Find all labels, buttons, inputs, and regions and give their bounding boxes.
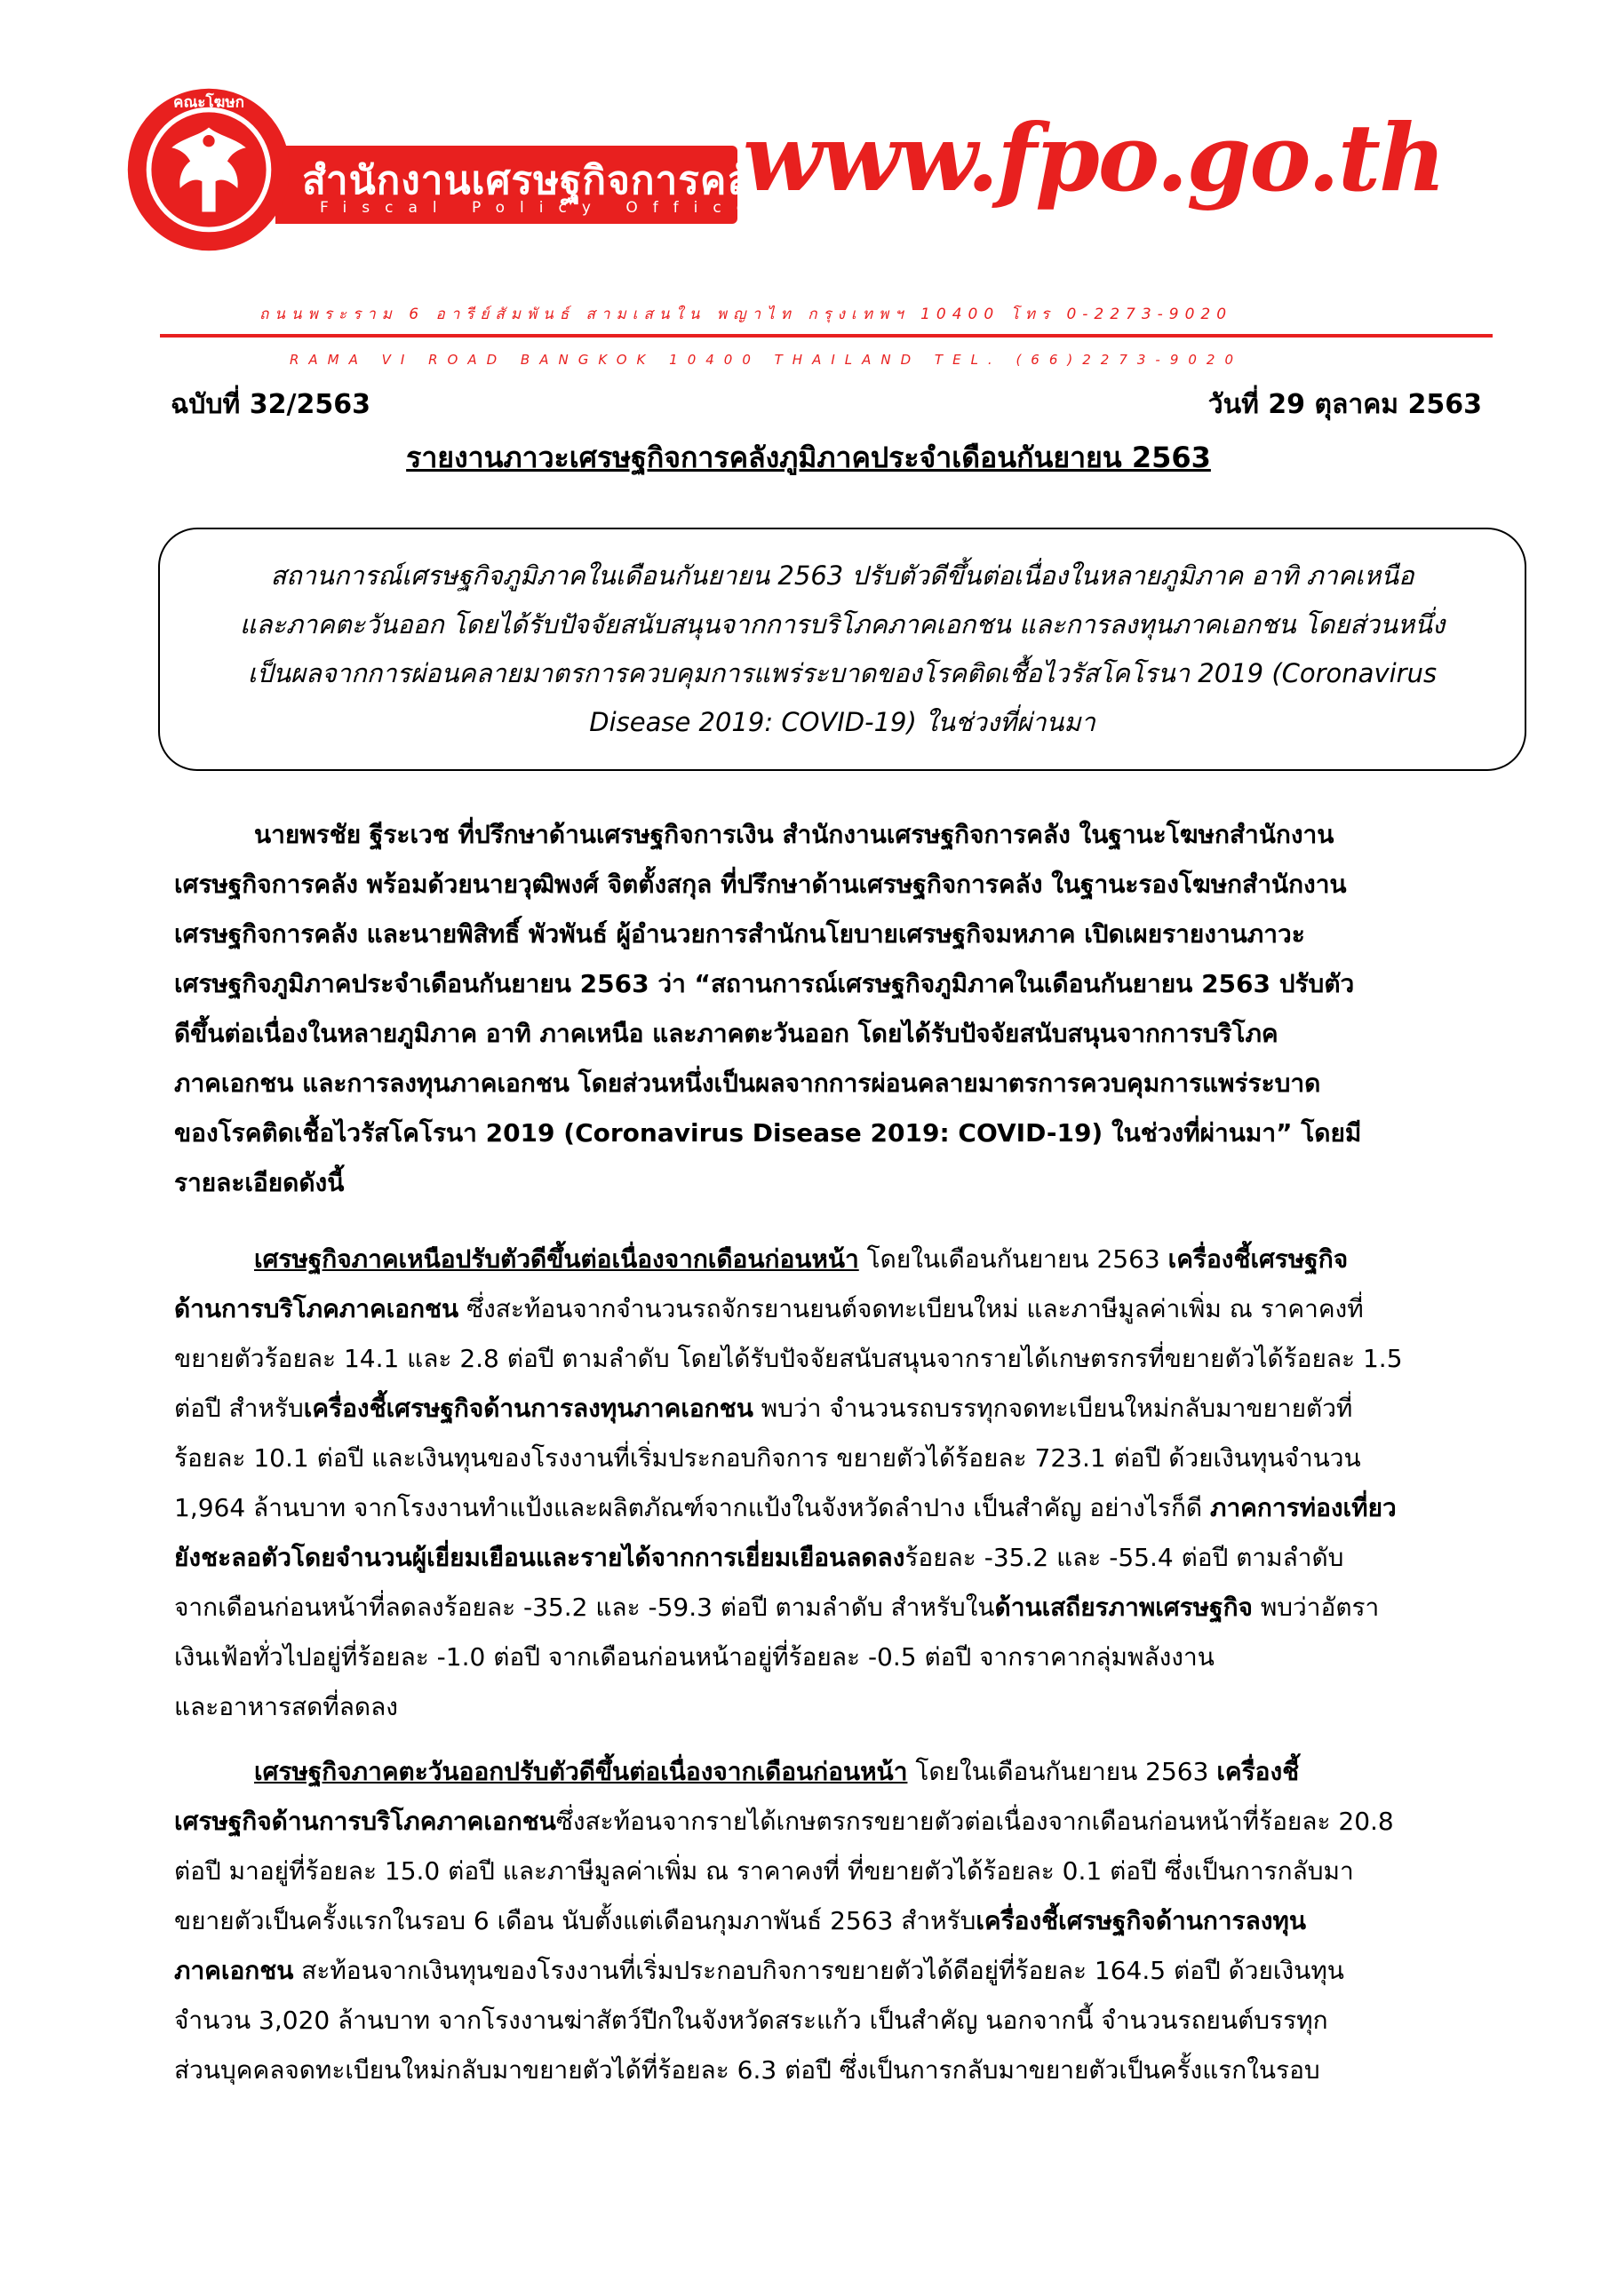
header-divider — [160, 334, 1493, 338]
paragraph-line: ร้อยละ 10.1 ต่อปี และเงินทุนของโรงงานที่เริ่มประกอบกิจการ ขยายตัวได้ร้อยละ 723.1 ต่อปี ด้วยเงินทุนจำนวน — [174, 1443, 1361, 1473]
paragraph-line: และอาหารสดที่ลดลง — [174, 1692, 398, 1721]
bold-run: ภาคเอกชน — [174, 1956, 294, 1985]
east-region-paragraph — [174, 1747, 1489, 2095]
address-english: RAMA VI ROAD BANGKOK 10400 THAILAND TEL. (66)2273-9020 — [290, 352, 1244, 368]
bold-run: เครื่องชี้ — [1216, 1757, 1300, 1786]
paragraph-line — [174, 1533, 1489, 1583]
bold-run: เศรษฐกิจด้านการบริโภคภาคเอกชน — [174, 1807, 556, 1836]
paragraph-line: ดีขึ้นต่อเนื่องในหลายภูมิภาค อาทิ ภาคเหนือ และภาคตะวันออก โดยได้รับปัจจัยสนับสนุนจากการบริโภค — [174, 1019, 1278, 1048]
issue-date: วันที่ 29 ตุลาคม 2563 — [1207, 389, 1482, 420]
org-name-english: Fiscal Policy Office — [320, 199, 761, 217]
text-run: จากเดือนก่อนหน้าที่ลดลงร้อยละ -35.2 และ -59.3 ต่อปี ตามลำดับ สำหรับใน — [174, 1593, 995, 1622]
paragraph-line — [174, 1384, 1489, 1434]
paragraph-line — [174, 1797, 1489, 1847]
text-run: โดยในเดือนกันยายน 2563 — [858, 1244, 1168, 1274]
text-run: ซึ่งสะท้อนจากรายได้เกษตรกรขยายตัวต่อเนื่องจากเดือนก่อนหน้าที่ร้อยละ 20.8 — [555, 1807, 1394, 1836]
bold-run: เครื่องชี้เศรษฐกิจ — [1167, 1244, 1349, 1274]
paragraph-line — [174, 1235, 1489, 1284]
document-title: รายงานภาวะเศรษฐกิจการคลังภูมิภาคประจำเดือนกันยายน 2563 — [406, 441, 1211, 474]
bold-run: ยังชะลอตัวโดยจำนวนผู้เยี่ยมเยือนและรายได้จากการเยี่ยมเยือนลดลง — [174, 1543, 905, 1572]
summary-line: เป็นผลจากการผ่อนคลายมาตรการควบคุมการแพร่ระบาดของโรคติดเชื้อไวรัสโคโรนา 2019 (Coronavirus — [247, 658, 1438, 688]
bold-run: ด้านเสถียรภาพเศรษฐกิจ — [994, 1593, 1253, 1622]
address-thai: ถนนพระราม 6 อารีย์สัมพันธ์ สามเสนใน พญาไท กรุงเทพฯ 10400 โทร 0-2273-9020 — [259, 306, 1233, 323]
text-run: สะท้อนจากเงินทุนของโรงงานที่เริ่มประกอบกิจการขยายตัวได้ดีอยู่ที่ร้อยละ 164.5 ต่อปี ด้วยเงินทุน — [293, 1956, 1344, 1985]
paragraph-line — [174, 1946, 1489, 1996]
text-run: โดยในเดือนกันยายน 2563 — [907, 1757, 1217, 1786]
text-run: ร้อยละ -35.2 และ -55.4 ต่อปี ตามลำดับ — [904, 1543, 1344, 1572]
paragraph-line: ของโรคติดเชื้อไวรัสโคโรนา 2019 (Coronavirus Disease 2019: COVID-19) ในช่วงที่ผ่านมา” โดยมี — [174, 1118, 1362, 1148]
summary-line: Disease 2019: COVID-19) ในช่วงที่ผ่านมา — [589, 707, 1095, 737]
paragraph-line — [174, 1896, 1489, 1946]
paragraph-line: จำนวน 3,020 ล้านบาท จากโรงงานฆ่าสัตว์ปีกในจังหวัดสระแก้ว เป็นสำคัญ นอกจากนี้ จำนวนรถยนต์บรรทุก — [174, 2006, 1328, 2035]
org-name-thai: สำนักงานเศรษฐกิจการคลัง — [302, 158, 772, 203]
east-heading: เศรษฐกิจภาคตะวันออกปรับตัวดีขึ้นต่อเนื่องจากเดือนก่อนหน้า — [254, 1757, 908, 1786]
text-run: ขยายตัวเป็นครั้งแรกในรอบ 6 เดือน นับตั้งแต่เดือนกุมภาพันธ์ 2563 สำหรับ — [174, 1906, 976, 1935]
paragraph-line: รายละเอียดดังนี้ — [174, 1168, 345, 1197]
north-region-paragraph — [174, 1235, 1489, 1732]
paragraph-line — [174, 1583, 1489, 1633]
text-run: ซึ่งสะท้อนจากจำนวนรถจักรยานยนต์จดทะเบียนใหม่ และภาษีมูลค่าเพิ่ม ณ ราคาคงที่ — [458, 1294, 1364, 1323]
summary-line: สถานการณ์เศรษฐกิจภูมิภาคในเดือนกันยายน 2563 ปรับตัวดีขึ้นต่อเนื่องในหลายภูมิภาค อาทิ ภาคเหนือ — [270, 560, 1414, 591]
bold-run: ด้านการบริโภคภาคเอกชน — [174, 1294, 459, 1323]
text-run: พบว่า จำนวนรถบรรทุกจดทะเบียนใหม่กลับมาขยายตัวที่ — [753, 1394, 1353, 1423]
north-heading: เศรษฐกิจภาคเหนือปรับตัวดีขึ้นต่อเนื่องจากเดือนก่อนหน้า — [254, 1244, 859, 1274]
paragraph-line: เงินเฟ้อทั่วไปอยู่ที่ร้อยละ -1.0 ต่อปี จากเดือนก่อนหน้าอยู่ที่ร้อยละ -0.5 ต่อปี จากราคากลุ่มพลังงาน — [174, 1642, 1215, 1672]
fpo-seal-logo — [124, 85, 293, 254]
summary-box — [158, 528, 1526, 771]
website-url[interactable]: www.fpo.go.th — [743, 103, 1445, 212]
paragraph-line: เศรษฐกิจภูมิภาคประจำเดือนกันยายน 2563 ว่า “สถานการณ์เศรษฐกิจภูมิภาคในเดือนกันยายน 2563 ปรับตัว — [174, 969, 1355, 998]
svg-text:คณะโฆษก: คณะโฆษก — [173, 93, 244, 112]
bold-run: ภาคการท่องเที่ยว — [1209, 1493, 1397, 1522]
paragraph-line — [174, 1747, 1489, 1797]
bold-run: เครื่องชี้เศรษฐกิจด้านการลงทุนภาคเอกชน — [303, 1394, 753, 1423]
paragraph-line: เศรษฐกิจการคลัง พร้อมด้วยนายวุฒิพงศ์ จิตตั้งสกุล ที่ปรึกษาด้านเศรษฐกิจการคลัง ในฐานะรองโฆษกสำนักงาน — [174, 870, 1347, 899]
paragraph-line — [174, 1284, 1489, 1334]
text-run: 1,964 ล้านบาท จากโรงงานทำแป้งและผลิตภัณฑ์จากแป้งในจังหวัดลำปาง เป็นสำคัญ อย่างไรก็ดี — [174, 1493, 1210, 1522]
issue-number: ฉบับที่ 32/2563 — [171, 389, 370, 420]
paragraph-line: ภาคเอกชน และการลงทุนภาคเอกชน โดยส่วนหนึ่งเป็นผลจากการผ่อนคลายมาตรการควบคุมการแพร่ระบาด — [174, 1069, 1321, 1098]
paragraph-line: ขยายตัวร้อยละ 14.1 และ 2.8 ต่อปี ตามลำดับ โดยได้รับปัจจัยสนับสนุนจากรายได้เกษตรกรที่ขยายตัวได้ร้อยละ 1.5 — [174, 1344, 1403, 1373]
bold-run: เครื่องชี้เศรษฐกิจด้านการลงทุน — [976, 1906, 1307, 1935]
paragraph-line: ส่วนบุคคลจดทะเบียนใหม่กลับมาขยายตัวได้ที่ร้อยละ 6.3 ต่อปี ซึ่งเป็นการกลับมาขยายตัวเป็นครั้งแรกในรอบ — [174, 2055, 1320, 2085]
paragraph-line: ต่อปี มาอยู่ที่ร้อยละ 15.0 ต่อปี และภาษีมูลค่าเพิ่ม ณ ราคาคงที่ ที่ขยายตัวได้ร้อยละ 0.1 ต่อปี ซึ่งเป็นการกลับมา — [174, 1856, 1354, 1886]
text-run: พบว่าอัตรา — [1252, 1593, 1380, 1622]
summary-line: และภาคตะวันออก โดยได้รับปัจจัยสนับสนุนจากการบริโภคภาคเอกชน และการลงทุนภาคเอกชน โดยส่วนหนึ่ง — [239, 609, 1446, 640]
paragraph-line: เศรษฐกิจการคลัง และนายพิสิทธิ์ พัวพันธ์ ผู้อำนวยการสำนักนโยบายเศรษฐกิจมหภาค เปิดเผยรายงานภาวะ — [174, 919, 1305, 949]
intro-paragraph — [174, 810, 1489, 1208]
paragraph-line: นายพรชัย ฐีระเวช ที่ปรึกษาด้านเศรษฐกิจการเงิน สำนักงานเศรษฐกิจการคลัง ในฐานะโฆษกสำนักงาน — [254, 820, 1334, 849]
text-run: ต่อปี สำหรับ — [174, 1394, 304, 1423]
paragraph-line — [174, 1483, 1489, 1533]
